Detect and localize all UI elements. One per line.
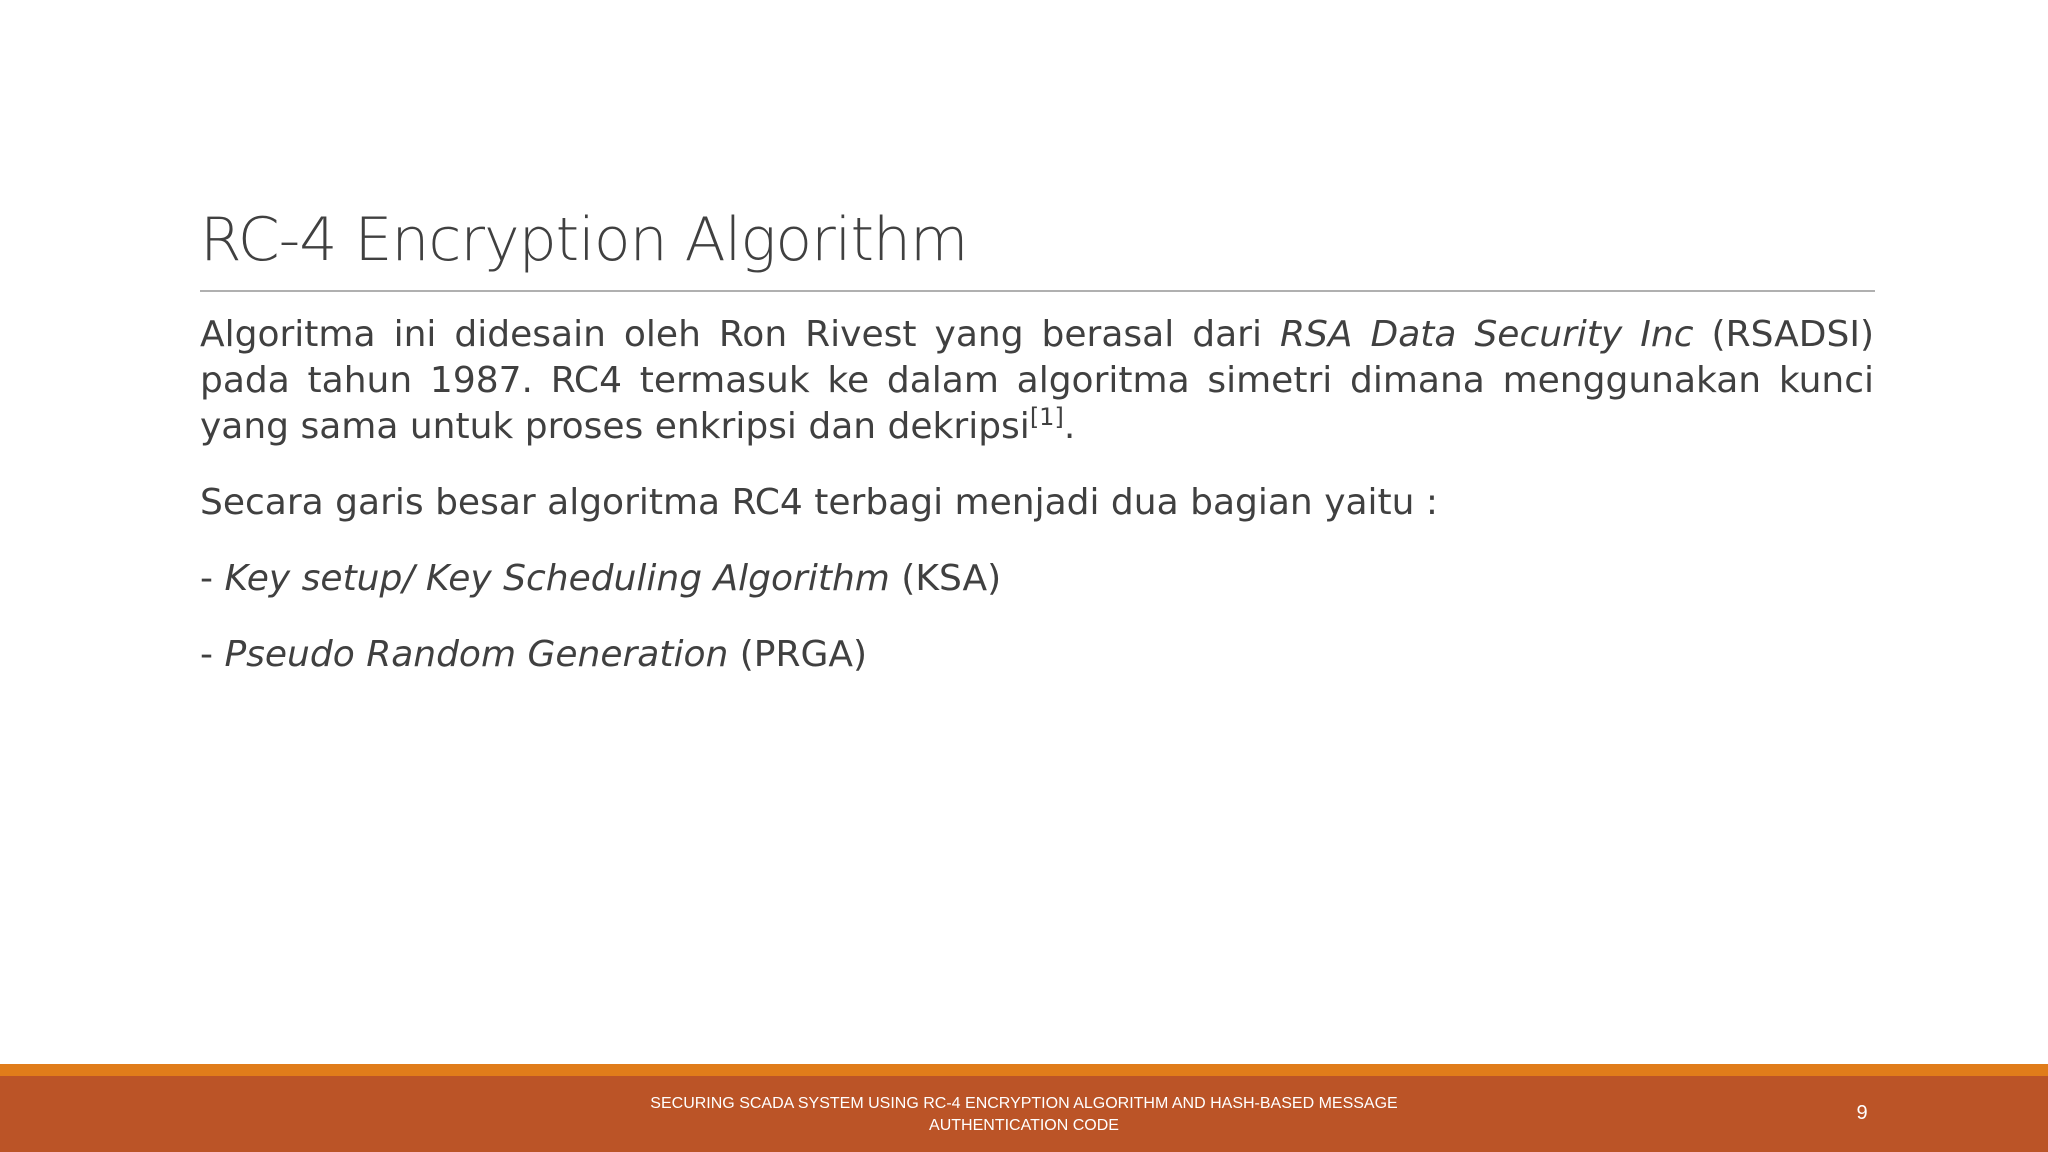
summary-paragraph: Secara garis besar algoritma RC4 terbagi menjadi dua bagian yaitu : [200,482,1439,523]
page-number: 9 [1856,1102,1868,1124]
list-item-italic: Pseudo Random Generation [224,634,729,675]
intro-text-2: (RSADSI) pada tahun 1987. RC4 termasuk ke dalam algoritma simetri dimana menggunakan kunci yang sama untuk proses enkripsi dan dekripsi [200,314,1874,447]
footer-title-line-2: AUTHENTICATION CODE [929,1117,1119,1134]
slide-body [200,312,1874,708]
list-dash: - [200,558,225,599]
slide-title: RC-4 Encryption Algorithm [200,205,968,275]
citation: [1] [1029,403,1064,431]
company-name: RSA Data Security Inc [1279,314,1694,355]
list-item-italic: Key setup/ Key Scheduling Algorithm [224,558,890,599]
list-item-suffix: (PRGA) [728,634,868,675]
footer-accent-stripe [0,1064,2048,1076]
footer-title-line-1: SECURING SCADA SYSTEM USING RC-4 ENCRYPTION ALGORITHM AND HASH-BASED MESSAGE [650,1095,1398,1112]
title-divider [200,290,1875,292]
list-item-suffix: (KSA) [889,558,1002,599]
list-dash: - [200,634,225,675]
intro-text-1: Algoritma ini didesain oleh Ron Rivest yang berasal dari [200,314,1280,355]
list-item-prga [200,632,1874,678]
intro-paragraph [200,312,1874,450]
footer-title [624,1093,1424,1137]
list-item-ksa [200,556,1874,602]
intro-end: . [1063,406,1076,447]
